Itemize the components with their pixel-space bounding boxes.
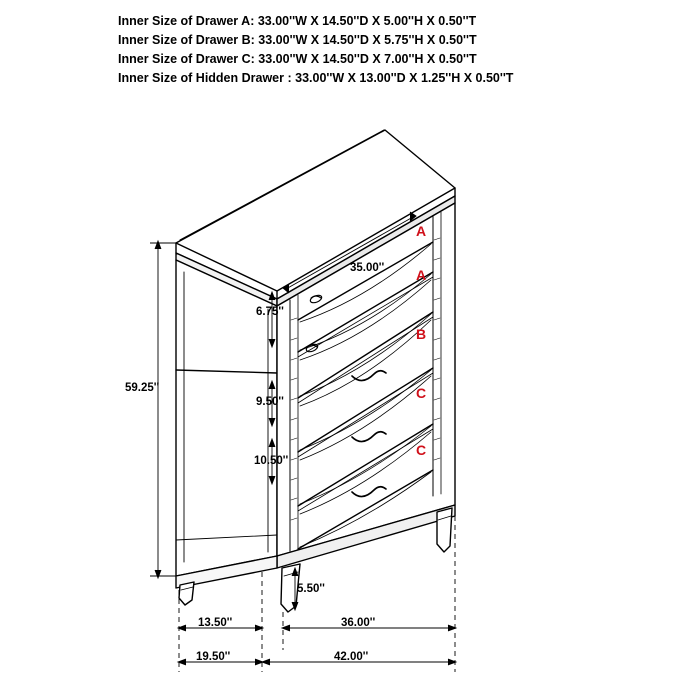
spec-line-hidden-drawer: Inner Size of Hidden Drawer : 33.00''W X 13.00''D X 1.25''H X 0.50''T bbox=[118, 71, 514, 85]
dim-base-depth: 19.50'' bbox=[196, 651, 231, 663]
drawer-label-a2: A bbox=[416, 267, 427, 283]
dim-front-width: 36.00'' bbox=[341, 617, 376, 629]
drawer-label-a1: A bbox=[416, 223, 427, 239]
dim-drawer-b-height: 9.50'' bbox=[256, 396, 284, 408]
drawer-label-b: B bbox=[416, 326, 427, 342]
dim-drawer-a-height: 6.75'' bbox=[256, 306, 284, 318]
dim-drawer-c-height: 10.50'' bbox=[254, 455, 289, 467]
dim-overall-height: 59.25'' bbox=[125, 382, 160, 394]
dim-leg-height: 5.50'' bbox=[297, 583, 325, 595]
dim-side-depth: 13.50'' bbox=[198, 617, 233, 629]
spec-line-drawer-a: Inner Size of Drawer A: 33.00''W X 14.50''D X 5.00''H X 0.50''T bbox=[118, 14, 477, 28]
dim-base-width: 42.00'' bbox=[334, 651, 369, 663]
spec-line-drawer-b: Inner Size of Drawer B: 33.00''W X 14.50''D X 5.75''H X 0.50''T bbox=[118, 33, 477, 47]
dim-top-depth: 35.00'' bbox=[350, 262, 385, 274]
drawer-label-c2: C bbox=[416, 442, 427, 458]
drawer-label-c1: C bbox=[416, 385, 427, 401]
spec-line-drawer-c: Inner Size of Drawer C: 33.00''W X 14.50''D X 7.00''H X 0.50''T bbox=[118, 52, 477, 66]
